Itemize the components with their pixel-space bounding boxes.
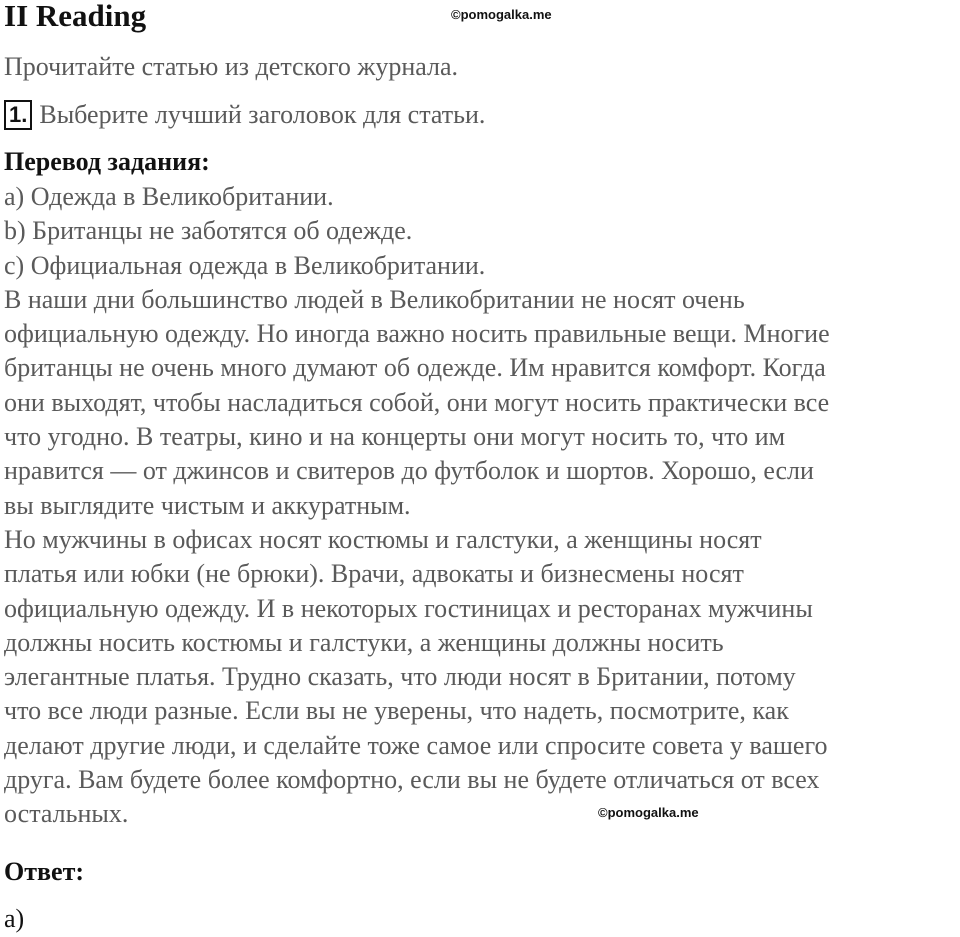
answer-value: a) [4,904,25,933]
intro-text: Прочитайте статью из детского журнала. [4,52,459,81]
text-line: Но мужчины в офисах носят костюмы и галстуки, а женщины носят [4,524,762,554]
text-line: друга. Вам будете более комфортно, если вы не будете отличаться от всех [4,765,820,795]
text-line: официальную одежду. Но иногда важно носить правильные вещи. Многие [4,319,830,349]
text-line: нравится — от джинсов и свитеров до футболок и шортов. Хорошо, если [4,456,814,486]
text-line: что все люди разные. Если вы не уверены, что надеть, посмотрите, как [4,696,789,726]
translation-heading: Перевод задания: [4,147,210,176]
text-line: британцы не очень много думают об одежде. Им нравится комфорт. Когда [4,353,826,383]
text-line: они выходят, чтобы насладиться собой, они могут носить практически все [4,387,830,417]
translation-body [4,180,960,832]
text-line: остальных. [4,799,129,829]
text-line: элегантные платья. Трудно сказать, что люди носят в Британии, потому [4,662,796,692]
text-line: должны носить костюмы и галстуки, а женщины должны носить [4,627,724,657]
task-text: Выберите лучший заголовок для статьи. [39,100,486,129]
text-line: платья или юбки (не брюки). Врачи, адвокаты и бизнесмены носят [4,559,744,589]
section-title: II Reading [4,0,147,33]
text-line: делают другие люди, и сделайте тоже самое или спросите совета у вашего [4,730,828,760]
text-line: что угодно. В театры, кино и на концерты они могут носить то, что им [4,422,786,452]
task-1 [4,97,485,133]
text-line: В наши дни большинство людей в Великобритании не носят очень [4,284,745,314]
text-line: вы выглядите чистым и аккуратным. [4,490,411,520]
text-line: a) Одежда в Великобритании. [4,182,334,211]
task-number-box: 1. [4,100,32,130]
watermark-bottom: ©pomogalka.me [598,805,699,820]
watermark-top: ©pomogalka.me [451,7,552,22]
text-line: c) Официальная одежда в Великобритании. [4,250,486,280]
text-line: официальную одежду. И в некоторых гостиницах и ресторанах мужчины [4,593,813,623]
text-line: b) Британцы не заботятся об одежде. [4,216,413,246]
answer-heading: Ответ: [4,857,85,886]
